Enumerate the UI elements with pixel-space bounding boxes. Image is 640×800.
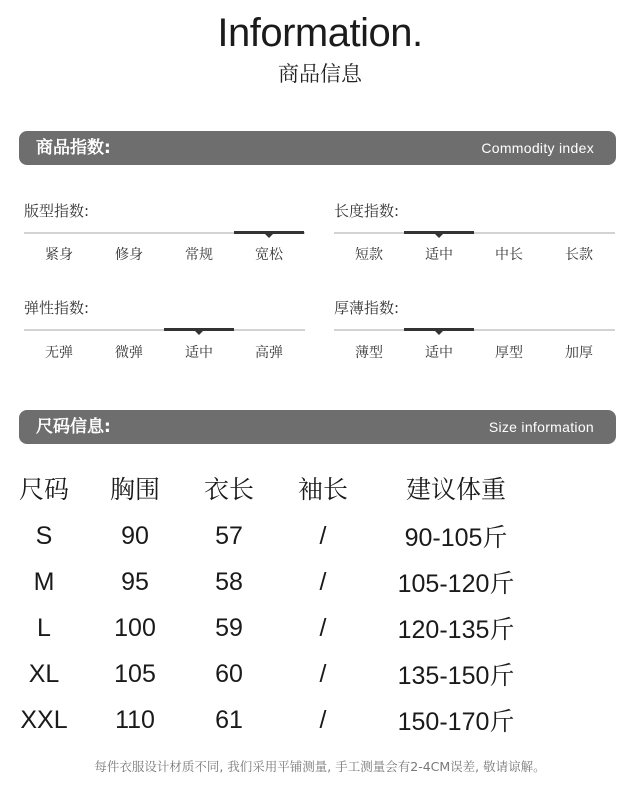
cell-chest: 95 [121,567,149,596]
length-index-label: 长度指数: [334,202,400,220]
elasticity-index-marker [164,328,234,331]
cell-chest: 110 [115,705,155,734]
col-header-weight: 建议体重 [405,475,506,504]
cell-chest: 100 [114,613,156,642]
cell-length: 61 [215,705,243,734]
thickness-index-marker [404,328,474,331]
commodity-index-heading: 商品指数: [36,138,111,158]
thickness-index-options [334,343,615,363]
cell-length: 59 [215,613,243,642]
elasticity-index-label: 弹性指数: [24,299,90,317]
cell-length: 58 [215,567,243,596]
fit-index-marker [234,231,304,234]
table-row [0,697,640,743]
cell-sleeve: / [319,567,327,596]
cell-size: XL [28,659,60,688]
commodity-index-bar [19,131,616,165]
cell-length: 57 [215,521,243,550]
cell-weight: 120-135斤 [397,616,515,644]
size-info-heading-en: Size information [488,419,594,435]
table-row [0,651,640,697]
cell-weight: 150-170斤 [397,708,515,736]
fit-index-options [24,245,305,265]
size-info-heading: 尺码信息: [36,417,111,437]
elasticity-index-options [24,343,305,363]
thickness-index-track [334,329,615,331]
cell-size: M [33,567,55,596]
length-option-long: 长款 [565,247,593,263]
size-table [0,463,640,743]
elasticity-option-slight: 微弹 [115,345,143,361]
cell-size: L [37,613,51,642]
commodity-index-heading-en: Commodity index [481,140,594,156]
fit-index-label: 版型指数: [24,202,90,220]
fit-option-loose: 宽松 [255,247,283,263]
cell-size: S [35,521,53,550]
cell-sleeve: / [319,705,327,734]
page-title: Information. [217,11,423,55]
col-header-size: 尺码 [18,475,69,504]
elasticity-index-track [24,329,305,331]
fit-index-track [24,232,305,234]
length-option-medium: 适中 [425,247,453,263]
fit-option-slim: 修身 [115,247,143,263]
fit-option-tight: 紧身 [45,247,73,263]
page-subtitle: 商品信息 [278,62,362,86]
elasticity-option-high: 高弹 [255,345,283,361]
elasticity-option-medium: 适中 [185,345,213,361]
cell-size: XXL [20,705,68,734]
cell-sleeve: / [319,521,327,550]
col-header-chest: 胸围 [109,475,160,504]
size-table-header [0,463,640,513]
size-info-bar [19,410,616,444]
cell-sleeve: / [319,613,327,642]
length-option-short: 短款 [355,247,383,263]
table-row [0,513,640,559]
cell-length: 60 [215,659,243,688]
cell-weight: 105-120斤 [397,570,515,598]
cell-chest: 90 [121,521,149,550]
col-header-sleeve: 袖长 [297,475,348,504]
cell-weight: 135-150斤 [397,662,515,690]
thickness-index-label: 厚薄指数: [334,299,400,317]
length-option-mid-long: 中长 [495,247,523,263]
fit-option-regular: 常规 [185,247,213,263]
length-index-options [334,245,615,265]
length-index-marker [404,231,474,234]
table-row [0,559,640,605]
length-index-track [334,232,615,234]
table-row [0,605,640,651]
cell-chest: 105 [114,659,156,688]
cell-sleeve: / [319,659,327,688]
thickness-option-thick: 厚型 [495,345,523,361]
measurement-note: 每件衣服设计材质不同, 我们采用平铺测量, 手工测量会有2-4CM误差, 敬请谅解。 [94,759,546,774]
elasticity-option-none: 无弹 [45,345,73,361]
thickness-option-thin: 薄型 [355,345,383,361]
thickness-option-extra-thick: 加厚 [565,345,593,361]
col-header-length: 衣长 [203,475,254,504]
cell-weight: 90-105斤 [404,524,508,552]
thickness-option-medium: 适中 [425,345,453,361]
